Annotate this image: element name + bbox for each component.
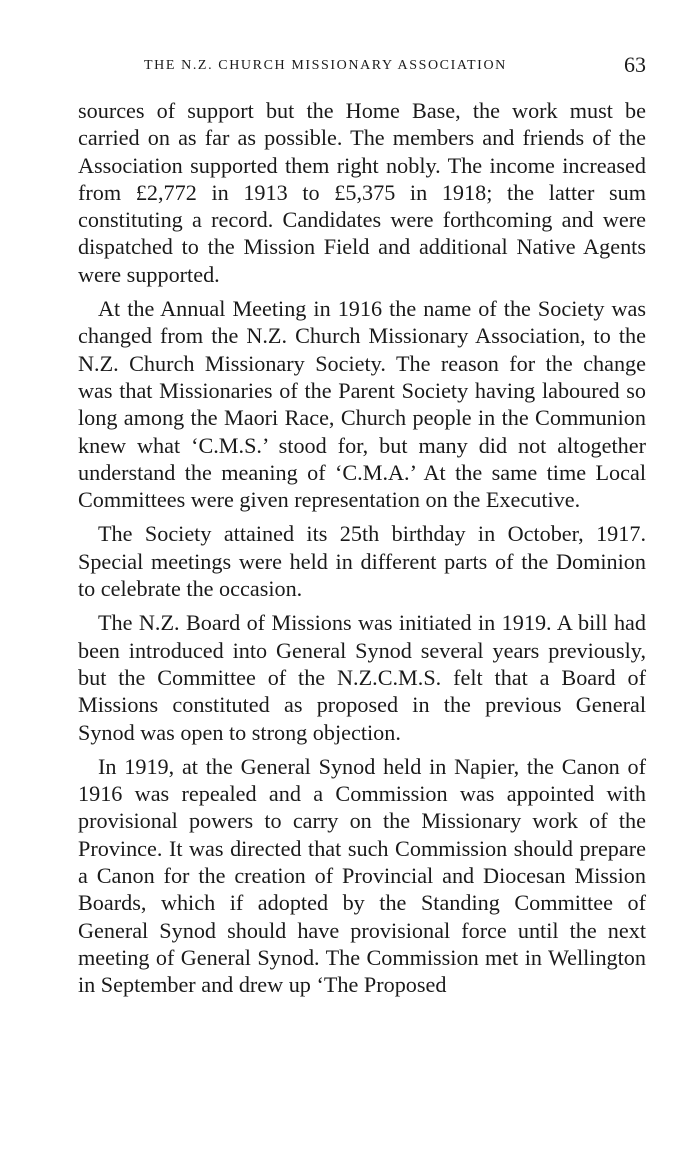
- paragraph-name-change: At the Annual Meeting in 1916 the name of the Society was changed from the N.Z. Church Missionary Association, to the N.Z. Church Missionary Society. The reason for the change was that Missionaries of the Parent Society having laboured so long among the Maori Race, Church people in the Communion knew what ‘C.M.S.’ stood for, but many did not altogether understand the meaning of ‘C.M.A.’ At the same time Local Committees were given representation on the Executive.: [78, 296, 646, 513]
- paragraph-board-of-missions: The N.Z. Board of Missions was initiated in 1919. A bill had been introduced into General Synod several years previously, but the Committee of the N.Z.C.M.S. felt that a Board of Missions constituted as proposed in the previous General Synod was open to strong objection.: [78, 610, 646, 745]
- paragraph-25th-birthday: The Society attained its 25th birthday in October, 1917. Special meetings were held in different parts of the Dominion to celebrate the occasion.: [78, 521, 646, 602]
- body-text: [78, 97, 646, 999]
- paragraph-general-synod-napier: In 1919, at the General Synod held in Napier, the Canon of 1916 was repealed and a Commission was appointed with provisional powers to carry on the Missionary work of the Province. It was directed that such Commission should prepare a Canon for the creation of Provincial and Diocesan Mission Boards, which if adopted by the Standing Committee of General Synod should have provisional force until the next meeting of General Synod. The Commission met in Wellington in September and drew up ‘The Proposed: [78, 753, 646, 998]
- running-header: [78, 52, 646, 82]
- running-title: THE N.Z. CHURCH MISSIONARY ASSOCIATION: [144, 58, 507, 73]
- paragraph-continued: sources of support but the Home Base, the work must be carried on as far as possible. The members and friends of the Association supported them right nobly. The income increased from £2,772 in 1913 to £5,375 in 1918; the latter sum constituting a record. Candidates were forthcoming and were dispatched to the Mission Field and additional Native Agents were supported.: [78, 98, 646, 287]
- page-number: 63: [624, 52, 646, 77]
